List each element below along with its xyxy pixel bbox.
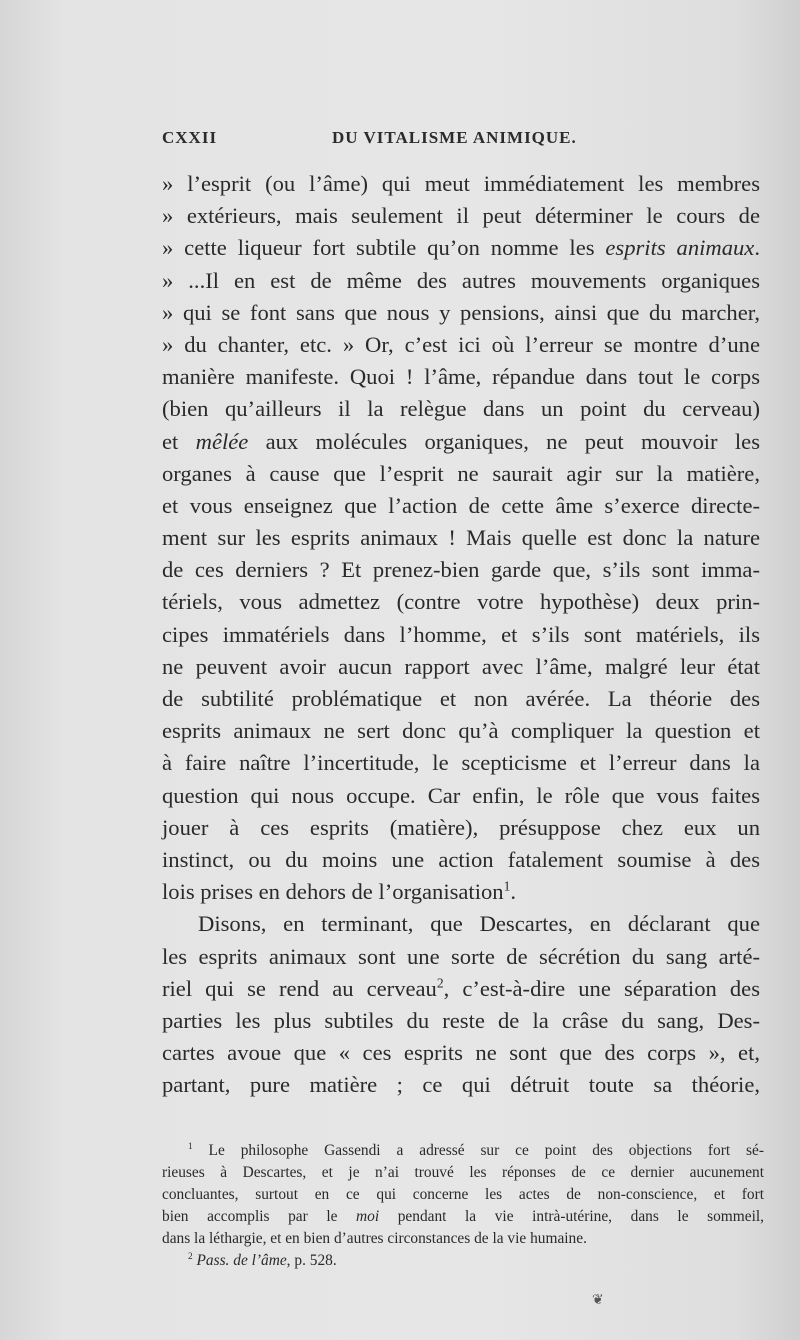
ornament-icon: ❦ [592, 1293, 604, 1308]
footnote-ref-2: 2 [436, 975, 444, 991]
text-line: ment sur les esprits animaux ! Mais quelle est donc la nature [162, 525, 760, 551]
footnote-1-line: concluantes, surtout en ce qui concerne les actes de non-conscience, et fort [162, 1186, 764, 1203]
text-line: à faire naître l’incertitude, le scepticisme et l’erreur dans la [162, 750, 760, 776]
footnote-1-line: rieuses à Descartes, et je n’ai trouvé les réponses de ce dernier aucunement [162, 1164, 764, 1181]
text-line: de subtilité problématique et non avérée. La théorie des [162, 686, 760, 711]
text-line: question qui nous occupe. Car enfin, le rôle que vous faites [162, 782, 760, 808]
text-line: instinct, ou du moins une action fatalement soumise à des [162, 846, 760, 872]
running-head [162, 128, 762, 156]
text-line: et vous enseignez que l’action de cette âme s’exerce directe- [162, 492, 760, 518]
text-line: les esprits animaux sont une sorte de sécrétion du sang arté- [162, 943, 760, 969]
text-line: cipes immatériels dans l’homme, et s’ils sont matériels, ils [162, 621, 760, 647]
text-line: jouer à ces esprits (matière), présuppose chez eux un [162, 814, 760, 840]
footnote-number-1: 1 [188, 1140, 193, 1151]
text-line: Disons, en terminant, que Descartes, en déclarant que [198, 911, 760, 937]
body-text [162, 168, 760, 1101]
text-line: et mêlée aux molécules organiques, ne peut mouvoir les [162, 428, 760, 454]
text-line: parties les plus subtiles du reste de la crâse du sang, Des- [162, 1007, 760, 1033]
text-line: » l’esprit (ou l’âme) qui meut immédiatement les membres [162, 171, 760, 196]
emphasis-esprits-animaux: esprits animaux [605, 235, 755, 261]
text-line: » ...Il en est de même des autres mouvements organiques [162, 267, 760, 293]
text-line: » cette liqueur fort subtile qu’on nomme les esprits animaux. [162, 235, 760, 261]
footnote-number-2: 2 [188, 1250, 193, 1261]
text-line: esprits animaux ne sert donc qu’à compliquer la question et [162, 718, 760, 744]
text-line: organes à cause que l’esprit ne saurait agir sur la matière, [162, 460, 760, 486]
footnote-1-line: dans la léthargie, et en bien d’autres circonstances de la vie humaine. [162, 1230, 587, 1247]
text-line: cartes avoue que « ces esprits ne sont que des corps », et, [162, 1040, 760, 1066]
text-line: lois prises en dehors de l’organisation$^1$. [162, 878, 517, 905]
text-line: (bien qu’ailleurs il la relègue dans un point du cerveau) [162, 396, 760, 422]
footnote-2-line: $^2$ Pass. de l’âme, p. 528. [188, 1250, 337, 1269]
emphasis-melee: mêlée [195, 428, 249, 454]
footnote-1-line: $^1$ Le philosophe Gassendi a adressé sur ce point des objections fort sé- [188, 1140, 764, 1159]
running-title: DU VITALISME ANIMIQUE. [332, 128, 577, 147]
emphasis-moi: moi [356, 1208, 380, 1225]
footnote-1-line: bien accomplis par le moi pendant la vie intrà-utérine, dans le sommeil, [162, 1208, 764, 1225]
text-line: » du chanter, etc. » Or, c’est ici où l’erreur se montre d’une [162, 331, 760, 357]
page-number: CXXII [162, 128, 218, 147]
text-line: ne peuvent avoir aucun rapport avec l’âme, malgré leur état [162, 653, 760, 679]
text-line: partant, pure matière ; ce qui détruit toute sa théorie, [162, 1072, 760, 1098]
footnotes [162, 1140, 764, 1272]
text-line: » extérieurs, mais seulement il peut déterminer le cours de [162, 203, 760, 229]
text-line: tériels, vous admettez (contre votre hypothèse) deux prin- [162, 589, 760, 615]
text-line: manière manifeste. Quoi ! l’âme, répandue dans tout le corps [162, 364, 760, 390]
text-line: riel qui se rend au cerveau$^2$, c’est-à-dire une séparation des [162, 975, 760, 1001]
footnote-ref-1: 1 [503, 878, 511, 894]
text-line: » qui se font sans que nous y pensions, ainsi que du marcher, [162, 299, 760, 325]
footnote-2-title: Pass. de l’âme [196, 1252, 287, 1269]
text-line: de ces derniers ? Et prenez-bien garde que, s’ils sont imma- [162, 557, 760, 583]
